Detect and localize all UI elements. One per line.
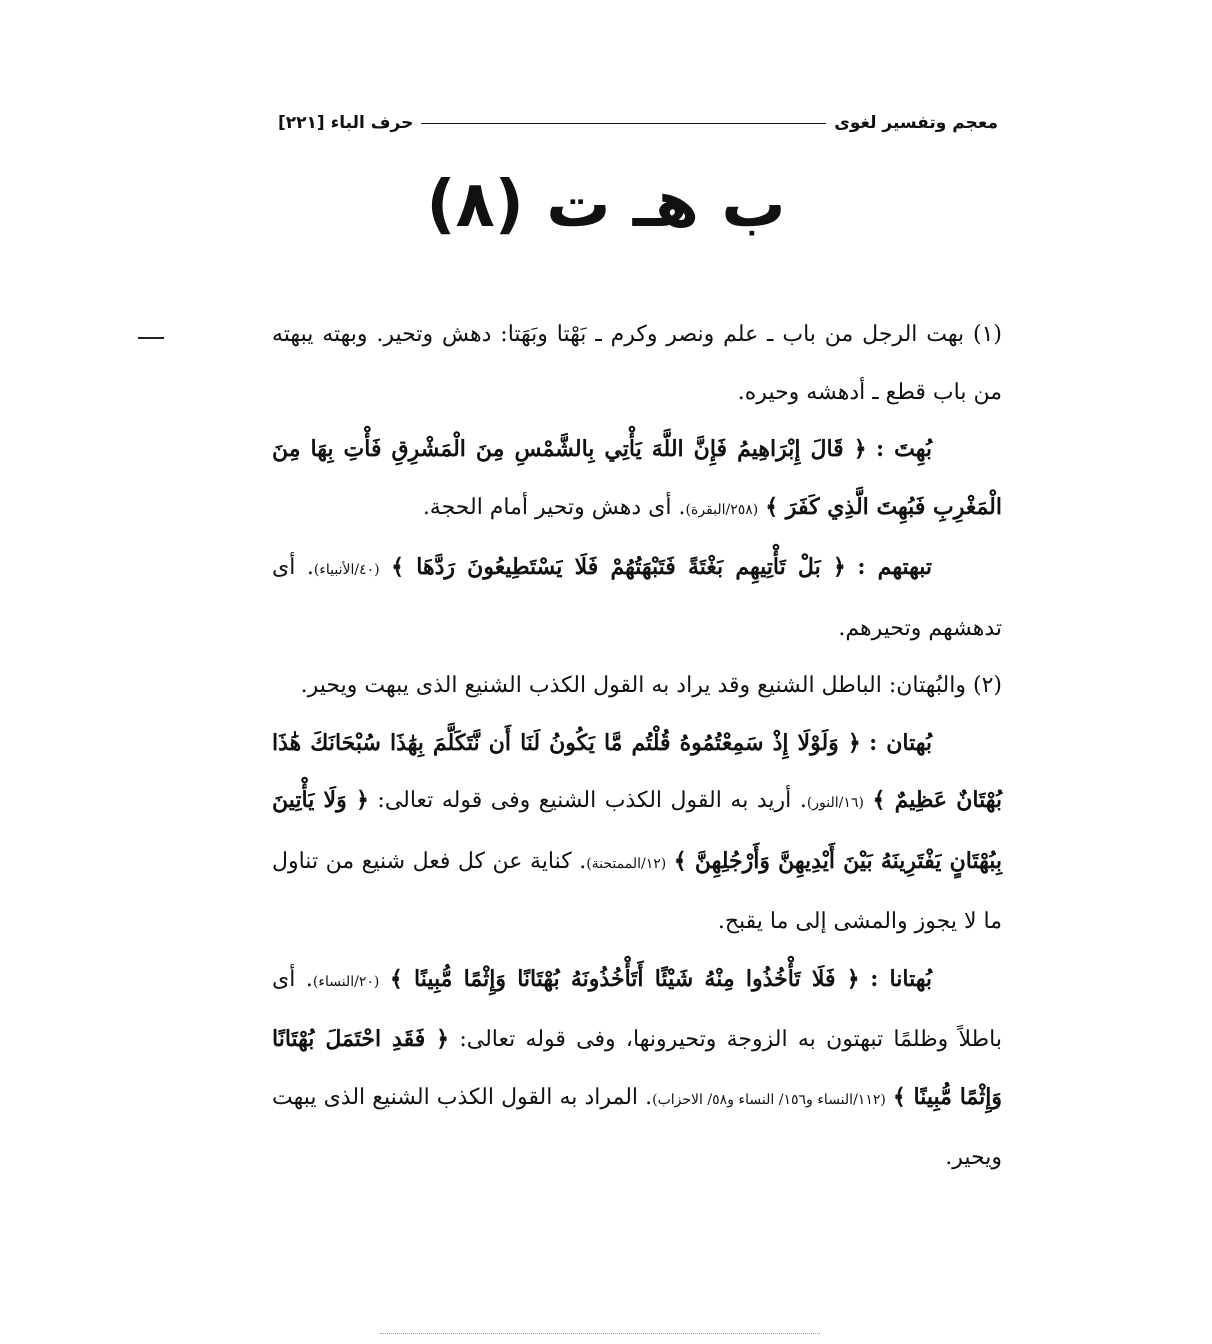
entry-title: ب هـ ت (٨) [426,168,786,242]
explanation: . أى باطلاً وظلمًا تبهتون به الزوجة وتحيرونها، وفى قوله تعالى: [272,966,1002,1052]
paragraph-6 [272,951,1002,1187]
verse-reference: (٤٠/الأنبياء) [313,562,380,578]
quran-verse-2: ﴿ وَلَا يَأْتِينَ بِبُهْتَانٍ يَفْتَرِينَهُ بَيْنَ أَيْدِيهِنَّ وَأَرْجُلِهِنَّ ﴾ [272,787,1003,874]
paragraph-4 [272,657,1002,715]
book-title: معجم وتفسير لغوى [834,113,998,133]
paragraph-3 [272,539,1002,657]
body-text [272,306,1002,1187]
margin-mark [138,337,164,339]
verse-reference: (٢٠/النساء) [312,973,380,990]
running-header [278,108,998,138]
paragraph-1 [272,306,1002,421]
quran-verse: ﴿ وَلَوْلَا إِذْ سَمِعْتُمُوهُ قُلْتُم مَّا يَكُونُ لَنَا أَن نَّتَكَلَّمَ بِهَٰذَا سُبْحَانَكَ هَٰذَا بُهْتَانٌ عَظِيمٌ ﴾ [272,729,1003,813]
quran-verse: ﴿ فَلَا تَأْخُذُوا مِنْهُ شَيْئًا أَتَأْخُذُونَهُ بُهْتَانًا وَإِثْمًا مُّبِينًا ﴾ [389,965,860,992]
section-label: حرف الباء [٢٢١] [278,113,414,133]
head-word: بُهتان : [869,729,933,756]
explanation-2: . المراد به القول الكذب الشنيع الذى يبهت ويحير. [272,1084,1002,1170]
explanation: . أريد به القول الكذب الشنيع وفى قوله تعالى: [377,788,807,813]
paragraph-text: (٢) والبُهتان: الباطل الشنيع وقد يراد به القول الكذب الشنيع الذى يبهت ويحير. [300,673,1002,698]
verse-reference: (٢٥٨/البقرة) [685,501,759,518]
verse-reference: (١٦/النور) [806,795,864,811]
head-word: بُهتانا : [870,965,932,992]
explanation: . أى تدهشهم وتحيرهم. [272,555,1002,641]
bottom-border [380,1333,820,1334]
verse-reference-2: (١١٢/النساء و١٥٦/ النساء و٥٨/ الاحزاب) [652,1091,886,1108]
explanation-2: . كناية عن كل فعل شنيع من تناول ما لا يجوز والمشى إلى ما يقبح. [272,848,1002,934]
head-word: تبهتهم : [857,554,933,580]
quran-verse-2: ﴿ فَقَدِ احْتَمَلَ بُهْتَانًا وَإِثْمًا مُّبِينًا ﴾ [272,1026,1002,1110]
quran-verse: ﴿ قَالَ إِبْرَاهِيمُ فَإِنَّ اللَّهَ يَأْتِي بِالشَّمْسِ مِنَ الْمَشْرِقِ فَأْتِ بِهَا مِنَ الْمَغْرِبِ فَبُهِتَ الَّذِي كَفَرَ ﴾ [272,436,1002,520]
quran-verse: ﴿ بَلْ تَأْتِيهِم بَغْتَةً فَتَبْهَتُهُمْ فَلَا يَسْتَطِيعُونَ رَدَّهَا ﴾ [391,554,846,580]
paragraph-text: (١) بهت الرجل من باب ـ علم ونصر وكرم ـ بَهْتا وبَهَتا: دهش وتحير. وبهته يبهته من باب قطع ـ أدهشه وحيره. [272,322,1002,405]
head-word: بُهِتَ : [875,436,932,462]
paragraph-5 [272,715,1002,951]
paragraph-2 [272,421,1002,539]
header-rule [421,123,826,124]
verse-reference-2: (١٢/الممتحنة) [586,855,667,872]
explanation: . أى دهش وتحير أمام الحجة. [422,494,686,520]
